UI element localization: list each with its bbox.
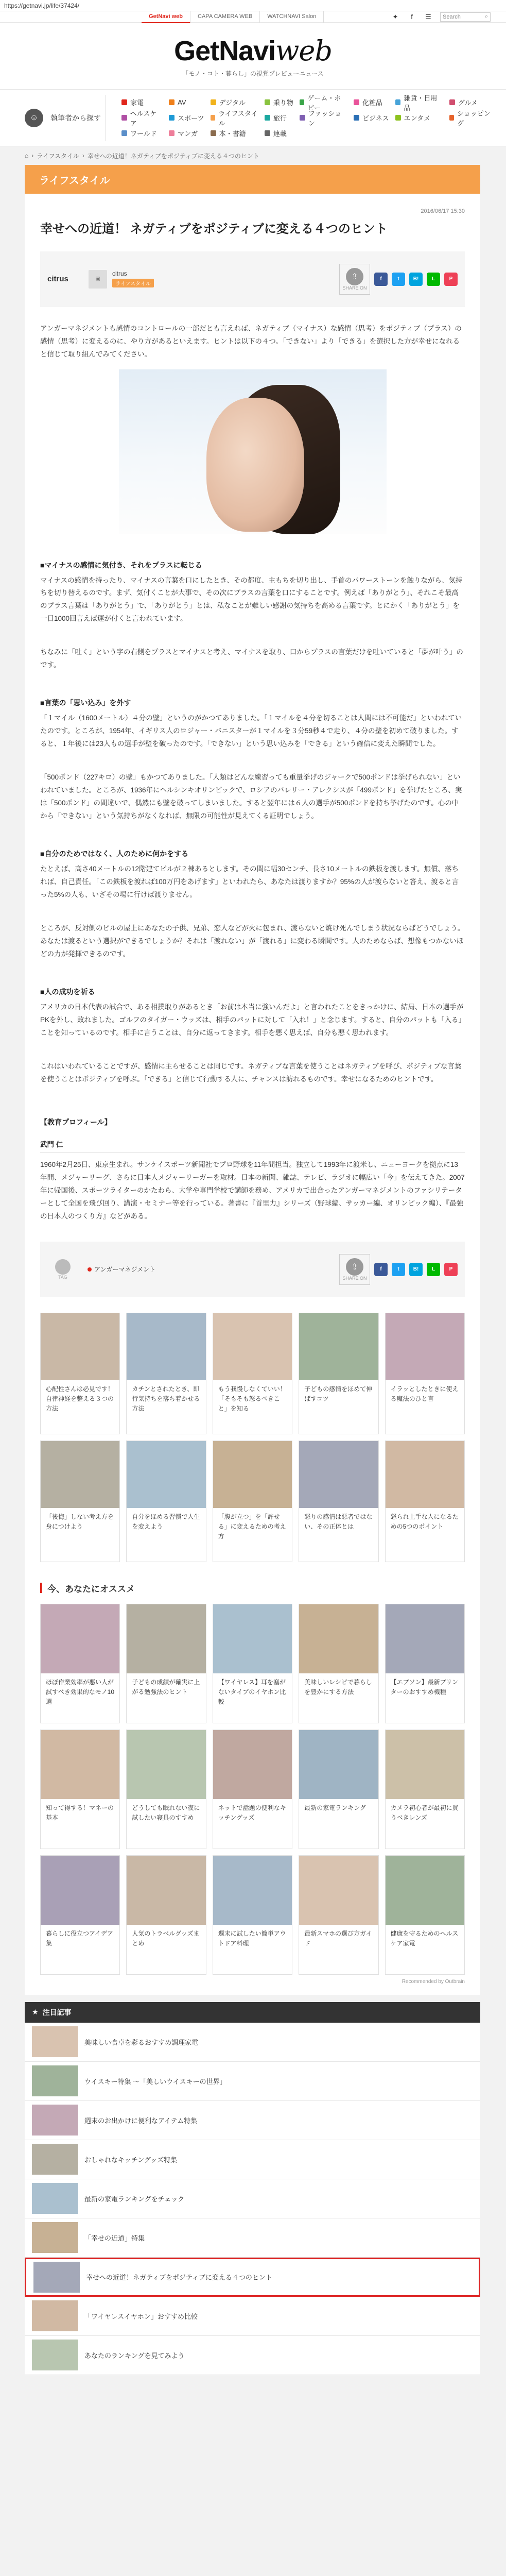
- related-card[interactable]: [385, 1313, 465, 1434]
- ranking-item[interactable]: [25, 2023, 480, 2062]
- related-thumbnail: [41, 1313, 119, 1380]
- category-dot-icon: [449, 99, 455, 105]
- section-heading: ■マイナスの感情に気付き、それをプラスに転じる: [40, 561, 202, 569]
- related-title: 怒られ上手な人になるための5つのポイント: [390, 1513, 459, 1530]
- recommend-card[interactable]: [126, 1730, 206, 1849]
- ranking-item[interactable]: [25, 2062, 480, 2101]
- recommend-card[interactable]: [126, 1855, 206, 1975]
- category-dot-icon: [169, 130, 175, 136]
- ranking-thumbnail: [32, 2340, 78, 2370]
- related-card[interactable]: [299, 1440, 378, 1562]
- category-label: グルメ: [458, 99, 478, 107]
- recommend-title: 子どもの成績が確実に上がる勉強法のヒント: [132, 1678, 200, 1696]
- category-link[interactable]: [395, 110, 443, 126]
- breadcrumb: ⌂ › ライフスタイル › 幸せへの近道！ネガティブをポジティブに変える４つのヒント: [25, 152, 259, 160]
- recommend-thumbnail: [299, 1856, 378, 1925]
- tag-chip[interactable]: アンガーマネジメント: [88, 1265, 155, 1274]
- share-icon: ⇪: [346, 1258, 363, 1276]
- brand-logo[interactable]: citrus: [47, 275, 68, 284]
- section-paragraph: 「１マイル（1600メートル）４分の壁」というのがかつてありました。「１マイルを４分を切ることは人間には不可能だ」といわれていたのです。ところが、1954年、イギリス人のロジャー・バニスターが１マイルを３分59秒４で走り、４分の壁を初めて破りました。すると、１年後には23人もの選手が壁を破ったのです。「できない」という思い込みを「できる」という確信に変えた瞬間でした。: [40, 714, 462, 748]
- twitter-icon[interactable]: ✦: [392, 12, 398, 21]
- recommend-thumbnail: [386, 1856, 464, 1925]
- recommend-card[interactable]: [385, 1855, 465, 1975]
- ranking-item[interactable]: [25, 2101, 480, 2140]
- breadcrumb-category[interactable]: ライフスタイル: [37, 152, 79, 160]
- related-thumbnail: [299, 1441, 378, 1508]
- related-card[interactable]: [40, 1440, 120, 1562]
- category-dot-icon: [354, 115, 359, 121]
- recommend-thumbnail: [213, 1730, 292, 1799]
- category-dot-icon: [265, 130, 270, 136]
- facebook-share-button[interactable]: f: [374, 273, 388, 286]
- twitter-share-button[interactable]: t: [392, 273, 405, 286]
- home-icon[interactable]: ⌂: [25, 152, 29, 159]
- category-dot-icon: [265, 99, 270, 105]
- ranking-title: 「ワイヤレスイヤホン」おすすめ比較: [84, 2312, 198, 2320]
- ranking-header: ★ 注目記事: [25, 2002, 480, 2023]
- search-icon[interactable]: ⌕: [484, 13, 488, 20]
- profile-title: 【教育プロフィール】: [40, 1117, 112, 1126]
- category-dot-icon: [211, 115, 216, 121]
- recommend-title: 健康を守るためのヘルスケア家電: [390, 1929, 459, 1947]
- category-dot-icon: [354, 99, 359, 105]
- ranking-box: [25, 2002, 480, 2375]
- section-paragraph: ちなみに「吐く」という字の右側をプラスとマイナスと考え、マイナスを取り、口からプラスの言葉だけを吐いていると「夢が叶う」のです。: [40, 648, 463, 669]
- section-heading: ■言葉の「思い込み」を外す: [40, 699, 131, 707]
- facebook-share-button[interactable]: f: [374, 1263, 388, 1276]
- article-section: [40, 849, 465, 961]
- share-on-block: ⇪ SHARE ON: [339, 264, 370, 295]
- category-label: 雑貨・日用品: [404, 94, 438, 112]
- ranking-title: 週末のお出かけに便利なアイテム特集: [84, 2116, 198, 2125]
- ranking-thumbnail: [32, 2144, 78, 2175]
- recommend-card[interactable]: [213, 1730, 292, 1849]
- related-articles: [25, 1297, 480, 1567]
- category-label: 乗り物: [273, 99, 293, 107]
- related-card[interactable]: [126, 1440, 206, 1562]
- related-title: 「腹が立つ」を「許せる」に変えるための考え方: [218, 1513, 286, 1540]
- author-name[interactable]: citrus: [112, 270, 127, 278]
- category-dot-icon: [449, 115, 454, 121]
- recommend-card[interactable]: [213, 1604, 292, 1723]
- category-link[interactable]: [300, 110, 347, 126]
- category-dot-icon: [211, 99, 216, 105]
- ranking-item[interactable]: [25, 2258, 480, 2297]
- section-heading: ■自分のためではなく、人のために何かをする: [40, 850, 189, 858]
- category-label: 旅行: [273, 114, 287, 122]
- recommend-thumbnail: [41, 1604, 119, 1673]
- section-heading: ■人の成功を祈る: [40, 987, 95, 996]
- category-dot-icon: [121, 115, 127, 121]
- recommend-title: 【ワイヤレス】耳を塞がないタイプのイヤホン比較: [218, 1678, 286, 1705]
- related-card[interactable]: [299, 1313, 378, 1434]
- category-link[interactable]: [121, 110, 163, 126]
- line-share-button[interactable]: L: [427, 273, 440, 286]
- category-list: [106, 95, 506, 141]
- hatena-share-button[interactable]: B!: [409, 1263, 423, 1276]
- recommend-title: 知って得する！マネーの基本: [46, 1804, 114, 1821]
- category-link[interactable]: [169, 126, 204, 141]
- recommend-title: 週末に試したい簡単アウトドア料理: [218, 1929, 286, 1947]
- profile-text: 1960年2月25日、東京生まれ。サンケイスポーツ新聞社でプロ野球を11年間担当。独立して1993年に渡米し、ニューヨークを拠点に13年間、メジャーリーグ、さらに日本人メジャーリーガーを取材。日本の新聞、雑誌、テレビ、ラジオに幅広い「今」を伝えてきた。2007年に帰国後、スポーツライターのかたわら、大学や専門学校で講師を務め、アメリカで出合ったアンガーマネジメントのファシリテーターとして全国を飛び回り、講演・セミナー等を行っている。著書に『首里力』シリーズ（野球編、サッカー編、オリンピック編）、『最強の日本人のつくり方』などがある。: [40, 1160, 465, 1220]
- ranking-title: 幸せへの近道！ネガティブをポジティブに変える４つのヒント: [86, 2274, 272, 2282]
- related-thumbnail: [299, 1313, 378, 1380]
- ranking-thumbnail: [32, 2183, 78, 2214]
- avatar: ▣: [89, 270, 107, 289]
- ranking-thumbnail: [32, 2026, 78, 2057]
- category-link[interactable]: [211, 110, 258, 126]
- section-paragraph: アメリカの日本代表の試合で、ある相撲取りがあるとき「お前は本当に強いんだよ」と言われたことをきっかけに、結局、日本の選手がPKを外し、敗れました。ゴルフのタイガー・ウッズは、相手のパットに対して「入れ！」と念じます。すると、自分のパットも「入る」ことを知っているのです。相手に言うことは、自分に返ってきます。相手を悪く思えば、自分も悪く思われます。: [40, 1003, 464, 1037]
- site-logo[interactable]: GetNaviweb: [174, 34, 332, 67]
- url-bar: https://getnavi.jp/life/37424/: [0, 0, 506, 11]
- recommend-card[interactable]: [299, 1730, 378, 1849]
- recommend-card[interactable]: [385, 1730, 465, 1849]
- ranking-thumbnail: [32, 2105, 78, 2136]
- article-section: [40, 698, 465, 823]
- related-title: 怒りの感情は悪者ではない、その正体とは: [304, 1513, 373, 1530]
- recommend-thumbnail: [386, 1730, 464, 1799]
- article-title: 幸せへの近道！ ネガティブをポジティブに変える４つのヒント: [40, 222, 388, 236]
- related-card[interactable]: [213, 1440, 292, 1562]
- category-link[interactable]: [265, 110, 293, 126]
- article: [25, 194, 480, 1297]
- recommend-thumbnail: [213, 1604, 292, 1673]
- recommend-title: 暮らしに役立つアイデア集: [46, 1929, 113, 1947]
- author-box: [40, 251, 465, 307]
- breadcrumb-current: 幸せへの近道！ネガティブをポジティブに変える４つのヒント: [87, 152, 259, 160]
- tag-block: TAG: [47, 1254, 78, 1285]
- related-title: 「後悔」しない考え方を身につけよう: [46, 1513, 114, 1530]
- related-title: カチンとされたとき、即行気持ちを落ち着かせる方法: [132, 1385, 200, 1412]
- recommend-thumbnail: [127, 1604, 205, 1673]
- section-paragraph: これはいわれていることですが、感情に主らせることは同じです。ネガティブな言葉を使うことはネガティブを呼び、ポジティブな言葉を使うことはポジティブを呼ぶ。「できる」と信じて行動する人に、チャンスは訪れるものです。幸せになるためのヒントです。: [40, 1062, 462, 1083]
- related-thumbnail: [213, 1441, 292, 1508]
- recommend-card[interactable]: [40, 1730, 120, 1849]
- author-search-label: 執筆者から探す: [50, 113, 101, 122]
- category-label: ビジネス: [362, 114, 389, 122]
- top-bar: [0, 11, 506, 23]
- category-label: マンガ: [178, 130, 198, 138]
- category-label: ファッション: [308, 109, 342, 127]
- article-section: [40, 987, 465, 1086]
- category-label: デジタル: [219, 99, 246, 107]
- category-label: 連載: [273, 130, 287, 138]
- article-lead: アンガーマネジメントも感情のコントロールの一部だとも言えれば、ネガティブ（マイナス）な感情（思考）をポジティブ（プラス）の感情（思考）に変えるのに、やり方があるといえます。ヒントは以下の４つ。「できない」より「できる」を選択した方が幸せになれると信じて取り組んでみてください。: [40, 324, 462, 358]
- facebook-icon[interactable]: f: [411, 13, 413, 21]
- related-card[interactable]: [385, 1440, 465, 1562]
- section-paragraph: たとえば、高さ40メートルの12階建てビルが２棟あるとします。その間に幅30センチ、長さ10メートルの鉄板を渡します。無償、落ちれば、自己責任。「この鉄板を渡れば100万円をあげます」といわれたら、あなたは渡りますか？95%の人が渡らないと答え、渡ると言った5%の人も、いざその場に行けば渡りません。: [40, 865, 459, 899]
- category-label: AV: [178, 98, 186, 106]
- related-title: イラッとしたときに使える魔法のひと言: [390, 1385, 459, 1402]
- recommend-thumbnail: [213, 1856, 292, 1925]
- article-section: [40, 560, 465, 672]
- ranking-title: 美味しい食卓を彩るおすすめ調理家電: [84, 2038, 199, 2046]
- recommend-thumbnail: [41, 1856, 119, 1925]
- category-link[interactable]: [169, 95, 204, 110]
- ranking-title: おしゃれなキッチングッズ特集: [84, 2156, 178, 2164]
- recommend-thumbnail: [299, 1730, 378, 1799]
- ranking-title: あなたのランキングを見てみよう: [84, 2351, 185, 2360]
- category-label: 化粧品: [362, 99, 383, 107]
- share-area: [339, 264, 458, 295]
- category-link[interactable]: [265, 95, 293, 110]
- share-icon: ⇪: [346, 268, 363, 285]
- recommend-title: ほぼ作業効率が悪い人が試すべき効果的なモノ10選: [46, 1678, 114, 1705]
- recommend-title: 最新スマホの選び方ガイド: [304, 1929, 372, 1947]
- ranking-thumbnail: [32, 2065, 78, 2096]
- profile-name: 武門 仁: [40, 1139, 465, 1153]
- related-thumbnail: [386, 1313, 464, 1380]
- ranking-item[interactable]: [25, 2336, 480, 2375]
- recommend-title: 今、あなたにオススメ: [25, 1567, 480, 1604]
- article-photo: [119, 369, 387, 534]
- tab-watchnavi[interactable]: WATCHNAVI Salon: [260, 11, 324, 23]
- related-thumbnail: [213, 1313, 292, 1380]
- recommend-title: ネットで話題の便利なキッチングッズ: [218, 1804, 286, 1821]
- recommend-card[interactable]: [126, 1604, 206, 1723]
- share-area-bottom: [339, 1254, 458, 1285]
- related-thumbnail: [386, 1441, 464, 1508]
- main-content: [25, 165, 480, 1995]
- recommend-title: 美味しいレシピで暮らしを豊かにする方法: [304, 1678, 372, 1696]
- recommend-card[interactable]: [213, 1855, 292, 1975]
- recommend-title: カメラ初心者が最初に買うべきレンズ: [390, 1804, 459, 1821]
- category-dot-icon: [169, 99, 175, 105]
- site-tabs: [142, 11, 324, 23]
- recommend-title: 【エプソン】最新プリンターのおすすめ機種: [390, 1678, 459, 1696]
- related-title: 心配性さんは必見です！自律神経を整える３つの方法: [46, 1385, 114, 1412]
- star-icon: ★: [32, 2008, 39, 2016]
- category-link[interactable]: [211, 126, 258, 141]
- section-paragraph: ところが、反対側のビルの屋上にあなたの子供、兄弟、恋人などが火に包まれ、渡らないと焼け死んでしまう状況ならばどうでしょう。あなたは渡るという選択ができるでしょうか？それは「渡れない」が「渡れる」に変わる瞬間です。人のためならば、想像もつかないほどの力が発揮できるのです。: [40, 924, 465, 958]
- ranking-thumbnail: [33, 2262, 80, 2293]
- ranking-title: 「幸せの近道」特集: [84, 2234, 145, 2242]
- category-dot-icon: [265, 115, 270, 121]
- category-label: 本・書籍: [219, 130, 246, 138]
- category-dot-icon: [121, 99, 127, 105]
- recommend-thumbnail: [127, 1856, 205, 1925]
- ranking-title: 最新の家電ランキングをチェック: [84, 2195, 185, 2203]
- recommend-grid: [25, 1604, 480, 1975]
- category-label: 家電: [130, 99, 144, 107]
- tag-row: [40, 1242, 465, 1297]
- category-link[interactable]: [354, 95, 389, 110]
- rss-icon[interactable]: ☰: [425, 12, 431, 21]
- ranking-title: ウイスキー特集 ～「美しいウイスキーの世界」: [84, 2077, 226, 2086]
- category-banner: ライフスタイル: [25, 165, 480, 194]
- tab-getnavi[interactable]: GetNavi web: [142, 11, 190, 23]
- recommend-title: 最新の家電ランキング: [304, 1804, 366, 1811]
- recommend-card[interactable]: [385, 1604, 465, 1723]
- ranking-item[interactable]: [25, 2140, 480, 2179]
- category-label: ゲーム・ホビー: [307, 94, 341, 112]
- site-tagline: 「モノ・コト・暮らし」の視覚プレビューニュース: [182, 70, 324, 77]
- site-header: [0, 23, 506, 90]
- recommend-thumbnail: [127, 1730, 205, 1799]
- recommend-card[interactable]: [299, 1604, 378, 1723]
- related-thumbnail: [127, 1313, 205, 1380]
- ranking-thumbnail: [32, 2300, 78, 2331]
- ranking-item[interactable]: [25, 2218, 480, 2258]
- category-dot-icon: [169, 115, 175, 121]
- category-dot-icon: [300, 115, 305, 121]
- recommend-thumbnail: [41, 1730, 119, 1799]
- pocket-share-button[interactable]: P: [444, 1263, 458, 1276]
- related-thumbnail: [127, 1441, 205, 1508]
- recommend-card[interactable]: [40, 1855, 120, 1975]
- article-date: 2016/06/17 15:30: [421, 208, 465, 214]
- person-icon: ☺: [25, 109, 43, 127]
- category-dot-icon: [300, 99, 304, 105]
- ranking-item[interactable]: [25, 2179, 480, 2218]
- category-label: ワールド: [130, 130, 157, 138]
- tab-capa[interactable]: CAPA CAMERA WEB: [190, 11, 260, 23]
- category-link[interactable]: [449, 110, 491, 126]
- powered-by[interactable]: Recommended by Outbrain: [402, 1978, 465, 1985]
- category-link[interactable]: [121, 126, 163, 141]
- recommend-title: 人気のトラベルグッズまとめ: [132, 1929, 200, 1947]
- section-paragraph: マイナスの感情を持ったり、マイナスの言葉を口にしたとき、その都度、主もちを切り出し、手首のパワーストーンを触りながら、気持ちを切り替えるのです。まず、気付くことが大事で、その次にプラスの言葉を口にすることです。例えば「ありがとう」、それこそ最高のプラス言葉は「ありがとう」で、「ありがとう」とは、私なことが難しい感謝の気持ちを高める言葉です。とにかく「ありがとう」を一日1000回言えば運が付くと言われています。: [40, 576, 463, 623]
- related-card[interactable]: [40, 1313, 120, 1434]
- category-link[interactable]: [265, 126, 293, 141]
- category-label: ライフスタイル: [218, 109, 258, 127]
- related-title: 子どもの感情をほめて伸ばすコツ: [304, 1385, 373, 1402]
- related-title: 自分をほめる習慣で人生を変えよう: [132, 1513, 200, 1530]
- related-thumbnail: [41, 1441, 119, 1508]
- category-dot-icon: [211, 130, 216, 136]
- search-label: Search: [443, 13, 461, 20]
- category-link[interactable]: [395, 95, 443, 110]
- recommend-title: どうしても眠れない夜に試したい寝具のすすめ: [132, 1804, 200, 1821]
- article-sections: [40, 560, 465, 1086]
- related-title: もう我慢しなくていい！「そもそも怒るべきこと」を知る: [218, 1385, 286, 1412]
- related-card[interactable]: [126, 1313, 206, 1434]
- category-label: ヘルスケア: [130, 109, 157, 127]
- share-on-block-bottom: ⇪ SHARE ON: [339, 1254, 370, 1285]
- search-box[interactable]: [440, 12, 491, 22]
- ranking-thumbnail: [32, 2222, 78, 2253]
- related-card[interactable]: [213, 1313, 292, 1434]
- category-nav: [0, 90, 506, 146]
- tag-icon: [55, 1259, 71, 1275]
- category-label: スポーツ: [178, 114, 204, 122]
- category-dot-icon: [395, 115, 401, 121]
- hatena-share-button[interactable]: B!: [409, 273, 423, 286]
- twitter-share-button[interactable]: t: [392, 1263, 405, 1276]
- author-search-link[interactable]: [0, 109, 106, 127]
- line-share-button[interactable]: L: [427, 1263, 440, 1276]
- recommend-thumbnail: [386, 1604, 464, 1673]
- ranking-item[interactable]: [25, 2297, 480, 2336]
- category-link[interactable]: [169, 110, 204, 126]
- category-dot-icon: [121, 130, 127, 136]
- pocket-share-button[interactable]: P: [444, 273, 458, 286]
- section-paragraph: 「500ポンド（227キロ）の壁」もかつてありました。「人類はどんな練習っても重量挙げのジャークで500ポンドは挙げられない」といわれていました。ところが、1936年にヘルシンキオリンピックで、ロシアのバレリー・アレクシスが「499ポンド」を挙げたところ、実は「500ポンド」の間違いで、偶然にも壁を破ってしまいました。すると翌年には６人の選手が500ポンドを持ち挙げたのです。心の中から「できない」という気持ちがなくなれば、無限の可能性が見えてくる証明でしょう。: [40, 773, 462, 820]
- recommend-thumbnail: [299, 1604, 378, 1673]
- category-label: エンタメ: [404, 114, 431, 122]
- recommend-card[interactable]: [299, 1855, 378, 1975]
- recommend-card[interactable]: [40, 1604, 120, 1723]
- category-dot-icon: [395, 99, 401, 105]
- category-link[interactable]: [354, 110, 389, 126]
- category-label: ショッピング: [457, 109, 491, 127]
- author-category-badge: ライフスタイル: [112, 279, 154, 287]
